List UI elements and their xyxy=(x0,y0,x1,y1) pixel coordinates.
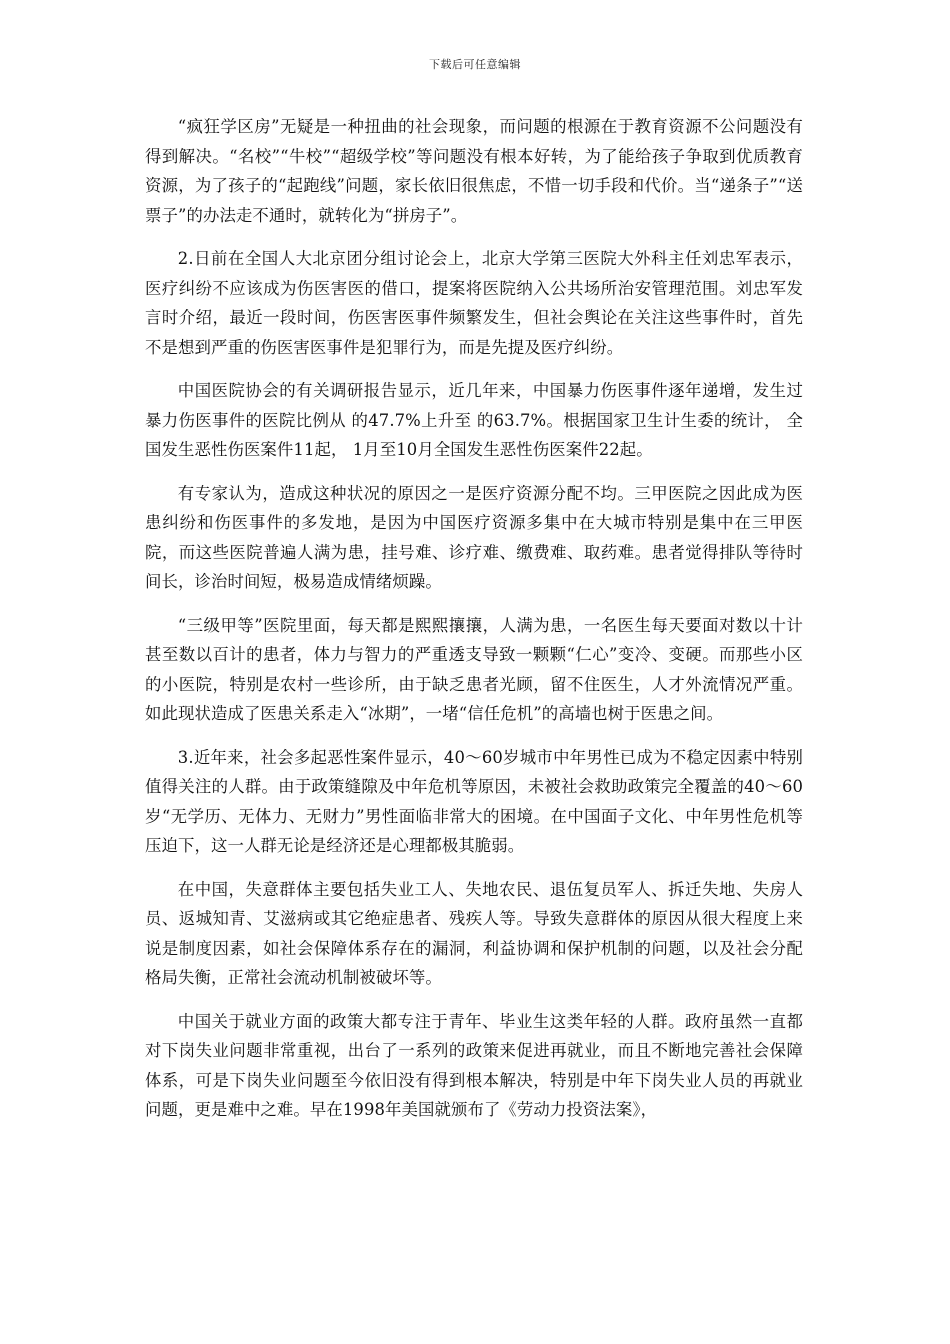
page-header: 下载后可任意编辑 xyxy=(429,58,521,71)
document-body xyxy=(145,112,803,1139)
paragraph-frustrated-groups: 在中国，失意群体主要包括失业工人、失地农民、退伍复员军人、拆迁失地、失房人员、返城知青、艾滋病或其它绝症患者、残疾人等。导致失意群体的原因从很大程度上来说是制度因素，如社会保障体系存在的漏洞，利益协调和保护机制的问题，以及社会分配格局失衡，正常社会流动机制被破坏等。 xyxy=(145,879,803,987)
paragraph-school-district-housing: “疯狂学区房”无疑是一种扭曲的社会现象，而问题的根源在于教育资源不公问题没有得到解决。“名校”“牛校”“超级学校”等问题没有根本好转，为了能给孩子争取到优质教育资源，为了孩子的“起跑线”问题，家长依旧很焦虑，不惜一切手段和代价。当“递条子”“送票子”的办法走不通时，就转化为“拼房子”。 xyxy=(145,117,803,225)
paragraph-middle-aged-men: 3.近年来，社会多起恶性案件显示，40～60岁城市中年男性已成为不稳定因素中特别值得关注的人群。由于政策缝隙及中年危机等原因，未被社会救助政策完全覆盖的40～60岁“无学历、无体力、无财力”男性面临非常大的困境。在中国面子文化、中年男性危机等压迫下，这一人群无论是经济还是心理都极其脆弱。 xyxy=(145,747,803,855)
paragraph-tier-three-hospitals: “三级甲等”医院里面，每天都是熙熙攘攘，人满为患，一名医生每天要面对数以十计甚至数以百计的患者，体力与智力的严重透支导致一颗颗“仁心”变冷、变硬。而那些小区的小医院，特别是农村一些诊所，由于缺乏患者光顾，留不住医生，人才外流情况严重。如此现状造成了医患关系走入“冰期”，一堵“信任危机”的高墙也树于医患之间。 xyxy=(145,615,803,723)
paragraph-resource-distribution: 有专家认为，造成这种状况的原因之一是医疗资源分配不均。三甲医院之因此成为医患纠纷和伤医事件的多发地，是因为中国医疗资源多集中在大城市特别是集中在三甲医院，而这些医院普遍人满为患，挂号难、诊疗难、缴费难、取药难。患者觉得排队等待时间长，诊治时间短，极易造成情绪烦躁。 xyxy=(145,483,803,591)
paragraph-employment-policy: 中国关于就业方面的政策大都专注于青年、毕业生这类年轻的人群。政府虽然一直都对下岗失业问题非常重视，出台了一系列的政策来促进再就业，而且不断地完善社会保障体系，可是下岗失业问题至今依旧没有得到根本解决，特别是中年下岗失业人员的再就业问题，更是难中之难。早在1998年美国就颁布了《劳动力投资法案》， xyxy=(145,1011,803,1119)
paragraph-hospital-association-report: 中国医院协会的有关调研报告显示，近几年来，中国暴力伤医事件逐年递增，发生过暴力伤医事件的医院比例从 的47.7%上升至 的63.7%。根据国家卫生计生委的统计， 全国发生恶性伤医案件11起， 1月至10月全国发生恶性伤医案件22起。 xyxy=(145,381,803,459)
paragraph-medical-violence-proposal: 2.日前在全国人大北京团分组讨论会上，北京大学第三医院大外科主任刘忠军表示，医疗纠纷不应该成为伤医害医的借口，提案将医院纳入公共场所治安管理范围。刘忠军发言时介绍，最近一段时间，伤医害医事件频繁发生，但社会舆论在关注这些事件时，首先不是想到严重的伤医害医事件是犯罪行为，而是先提及医疗纠纷。 xyxy=(145,249,803,357)
